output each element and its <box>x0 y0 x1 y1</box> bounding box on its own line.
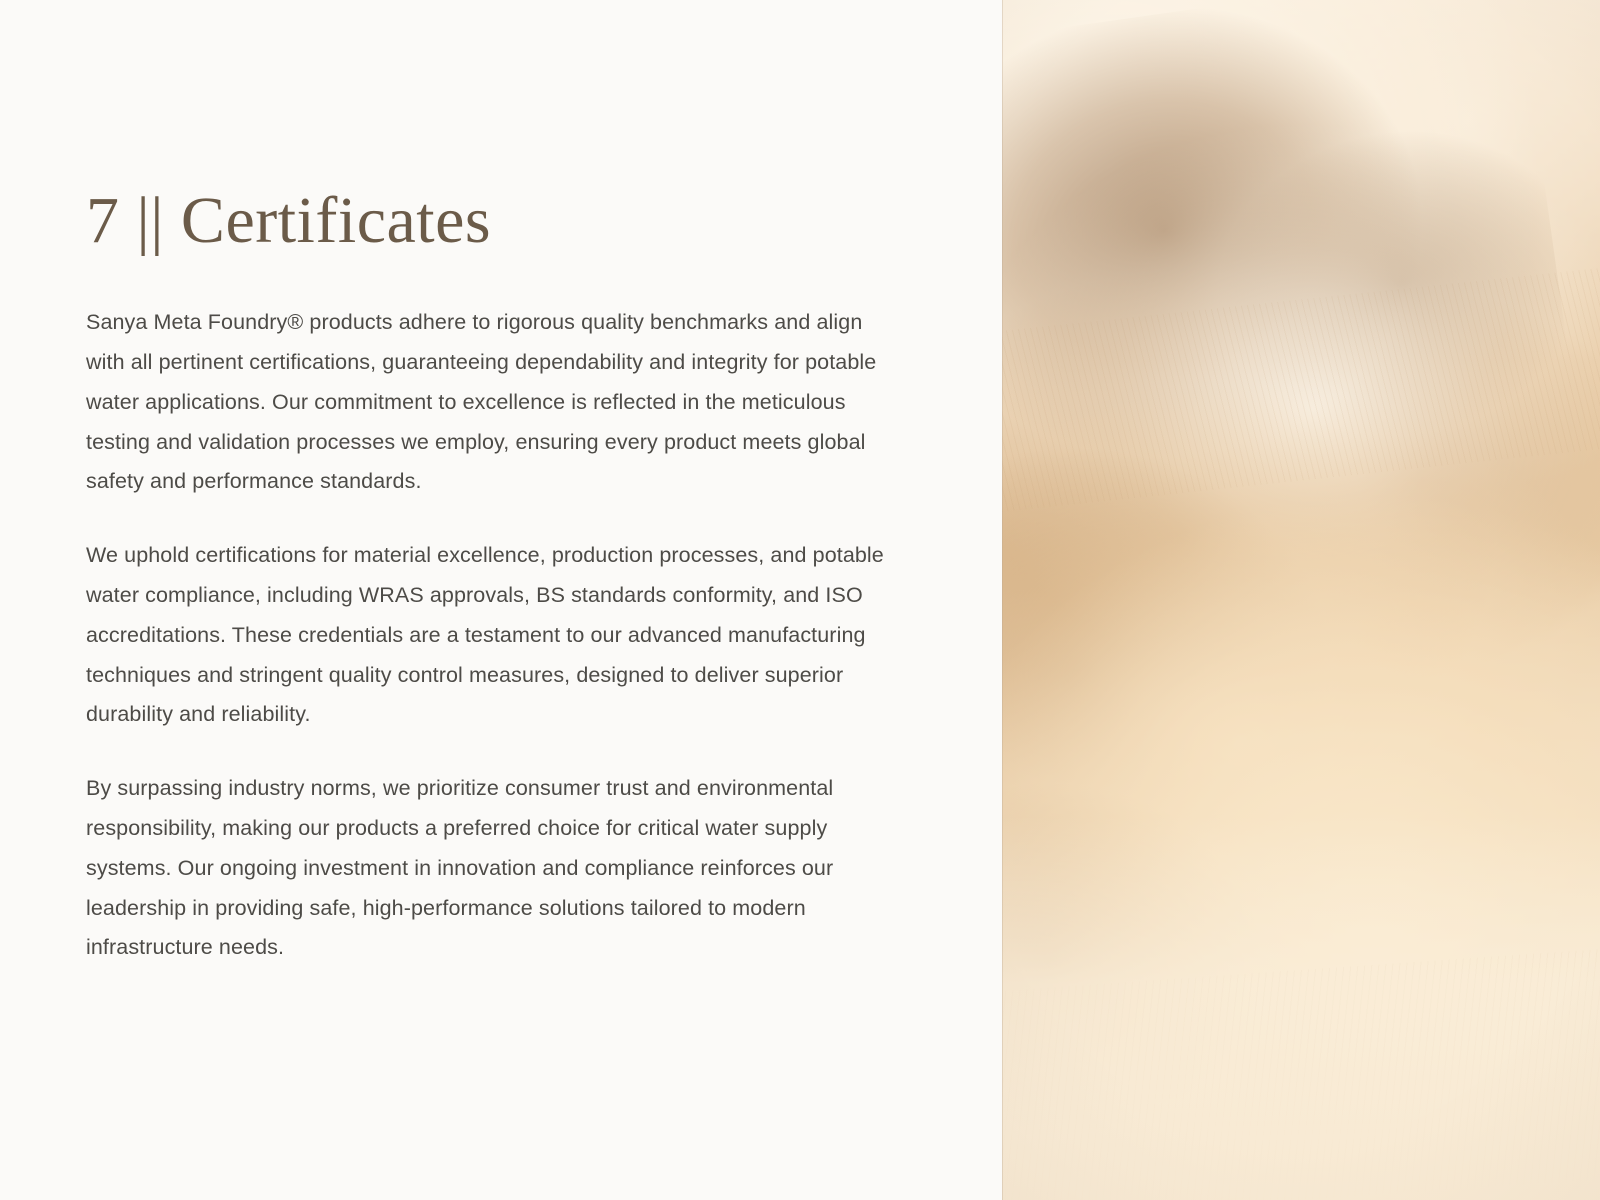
image-vignette <box>1002 0 1600 1200</box>
page-title: 7 || Certificates <box>86 184 492 257</box>
paragraph-2: We uphold certifications for material excellence, production processes, and potable water compliance, including WRAS approvals, BS standards conformity, and ISO accreditations. These credentials are a testament to our advanced manufacturing techniques and stringent quality control measures, designed to deliver superior durability and reliability. <box>86 543 884 727</box>
body-copy <box>86 303 906 968</box>
paragraph-3: By surpassing industry norms, we prioritize consumer trust and environmental responsibility, making our products a preferred choice for critical water supply systems. Our ongoing investment in innovation and compliance reinforces our leadership in providing safe, high-performance solutions tailored to modern infrastructure needs. <box>86 776 834 960</box>
panel-divider <box>1002 0 1003 1200</box>
sand-dunes-image <box>1002 0 1600 1200</box>
paragraph-1: Sanya Meta Foundry® products adhere to rigorous quality benchmarks and align with all pertinent certifications, guaranteeing dependability and integrity for potable water applications. Our commitment to excellence is reflected in the meticulous testing and validation processes we employ, ensuring every product meets global safety and performance standards. <box>86 310 877 494</box>
